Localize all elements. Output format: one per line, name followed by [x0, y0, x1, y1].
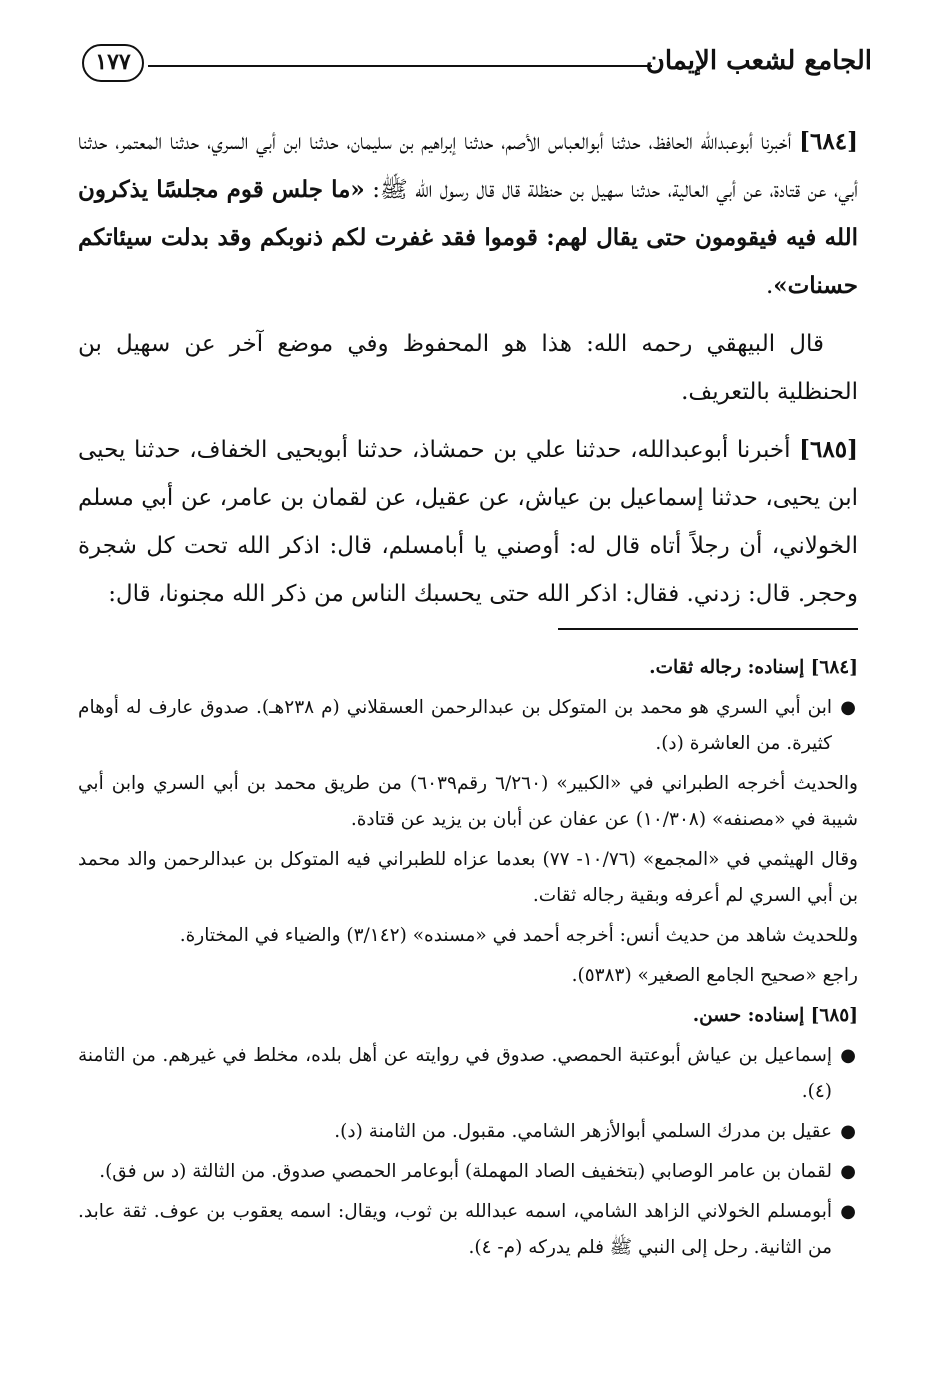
header-rule	[148, 65, 652, 67]
footnotes	[78, 650, 858, 1270]
footnote-bullet-item	[78, 1194, 858, 1266]
footnote-684-reference: راجع «صحيح الجامع الصغير» (٥٣٨٣).	[571, 965, 858, 986]
footnote-685-narrator-3: لقمان بن عامر الوصابي (بتخفيف الصاد المهملة) أبوعامر الحمصي صدوق. من الثالثة (د س فق).	[99, 1161, 832, 1182]
hadith-685-number: [٦٨٥]	[799, 436, 858, 463]
footnote-684-narrator: ابن أبي السري هو محمد بن المتوكل بن عبدالرحمن العسقلاني (م ٢٣٨هـ). صدوق عارف له أوهام كثيرة. من العاشرة (د).	[78, 697, 833, 754]
page-number: ١٧٧	[82, 44, 144, 82]
bayhaqi-comment: قال البيهقي رحمه الله: هذا هو المحفوظ وفي موضع آخر عن سهيل بن الحنظلية بالتعريف.	[78, 331, 858, 405]
hadith-684-number: [٦٨٤]	[799, 128, 858, 155]
main-text	[78, 118, 858, 628]
footnote-685-heading: [٦٨٥] إسناده: حسن.	[692, 1005, 858, 1026]
hadith-685-text: أخبرنا أبوعبدالله، حدثنا علي بن حمشاذ، حدثنا أبويحيى الخفاف، حدثنا يحيى ابن يحيى، حدثنا إسماعيل بن عياش، عن عقيل، عن لقمان بن عامر، عن أبي مسلم الخولاني، أن رجلاً أتاه قال له: أوصني يا أبامسلم، قال: اذكر الله تحت كل شجرة وحجر. قال: زدني. فقال: اذكر الله حتى يحسبك الناس من ذكر الله مجنونا، قال:	[78, 437, 858, 607]
footnote-684-shahid: وللحديث شاهد من حديث أنس: أخرجه أحمد في «مسنده» (٣/١٤٢) والضياء في المختارة.	[179, 925, 858, 946]
footnote-685-narrator-2: عقيل بن مدرك السلمي أبوالأزهر الشامي. مقبول. من الثامنة (د).	[334, 1121, 832, 1142]
bullet-icon: ●	[840, 1161, 856, 1182]
footnote-684-heading: [٦٨٤] إسناده: رجاله ثقات.	[649, 657, 858, 678]
footnote-bullet-item	[78, 1114, 858, 1150]
hadith-684-end: .	[765, 273, 774, 299]
footnote-bullet-item	[78, 1038, 858, 1110]
hadith-684-matn: «ما جلس قوم مجلسًا يذكرون الله فيه فيقومون حتى يقال لهم: قوموا فقد غفرت لكم ذنوبكم وقد بدلت سيئاتكم حسنات»	[78, 176, 858, 299]
bullet-icon: ●	[840, 697, 856, 718]
hadith-685	[78, 426, 858, 618]
hadith-684-isnad: أخبرنا أبوعبدالله الحافظ، حدثنا أبوالعباس الأصم، حدثنا إبراهيم بن سليمان، حدثنا ابن أبي السري، حدثنا المعتمر، حدثنا أبي، عن قتادة، عن أبي العالية، حدثنا سهيل بن حنظلة قال قال رسول الله ﷺ:	[78, 129, 859, 203]
footnote-685-narrator-1: إسماعيل بن عياش أبوعتبة الحمصي. صدوق في روايته عن أهل بلده، مخلط في غيرهم. من الثامنة (٤).	[78, 1045, 832, 1102]
footnote-separator	[558, 628, 858, 630]
hadith-684	[78, 118, 858, 310]
page-header	[82, 40, 872, 92]
running-title: الجامع لشعب الإيمان	[645, 46, 872, 76]
bullet-icon: ●	[840, 1045, 856, 1066]
footnote-685-narrator-4: أبومسلم الخولاني الزاهد الشامي، اسمه عبدالله بن ثوب، ويقال: اسمه يعقوب بن عوف. ثقة عابد. من الثانية. رحل إلى النبي ﷺ فلم يدركه (م- ٤).	[78, 1201, 832, 1258]
footnote-684-haythami: وقال الهيثمي في «المجمع» (١٠/٧٦- ٧٧) بعدما عزاه للطبراني فيه المتوكل بن عبدالرحمن والد محمد بن أبي السري لم أعرفه وبقية رجاله ثقات.	[78, 849, 858, 906]
bullet-icon: ●	[840, 1121, 856, 1142]
footnote-684-takhrij: والحديث أخرجه الطبراني في «الكبير» (٦/٢٦٠ رقم٦٠٣٩) من طريق محمد بن أبي السري وابن أبي شيبة في «مصنفه» (١٠/٣٠٨) عن عفان عن أبان بن يزيد عن قتادة.	[78, 773, 858, 830]
footnote-bullet-item	[78, 1154, 858, 1190]
footnote-bullet-item	[78, 690, 858, 762]
bullet-icon: ●	[840, 1201, 856, 1222]
